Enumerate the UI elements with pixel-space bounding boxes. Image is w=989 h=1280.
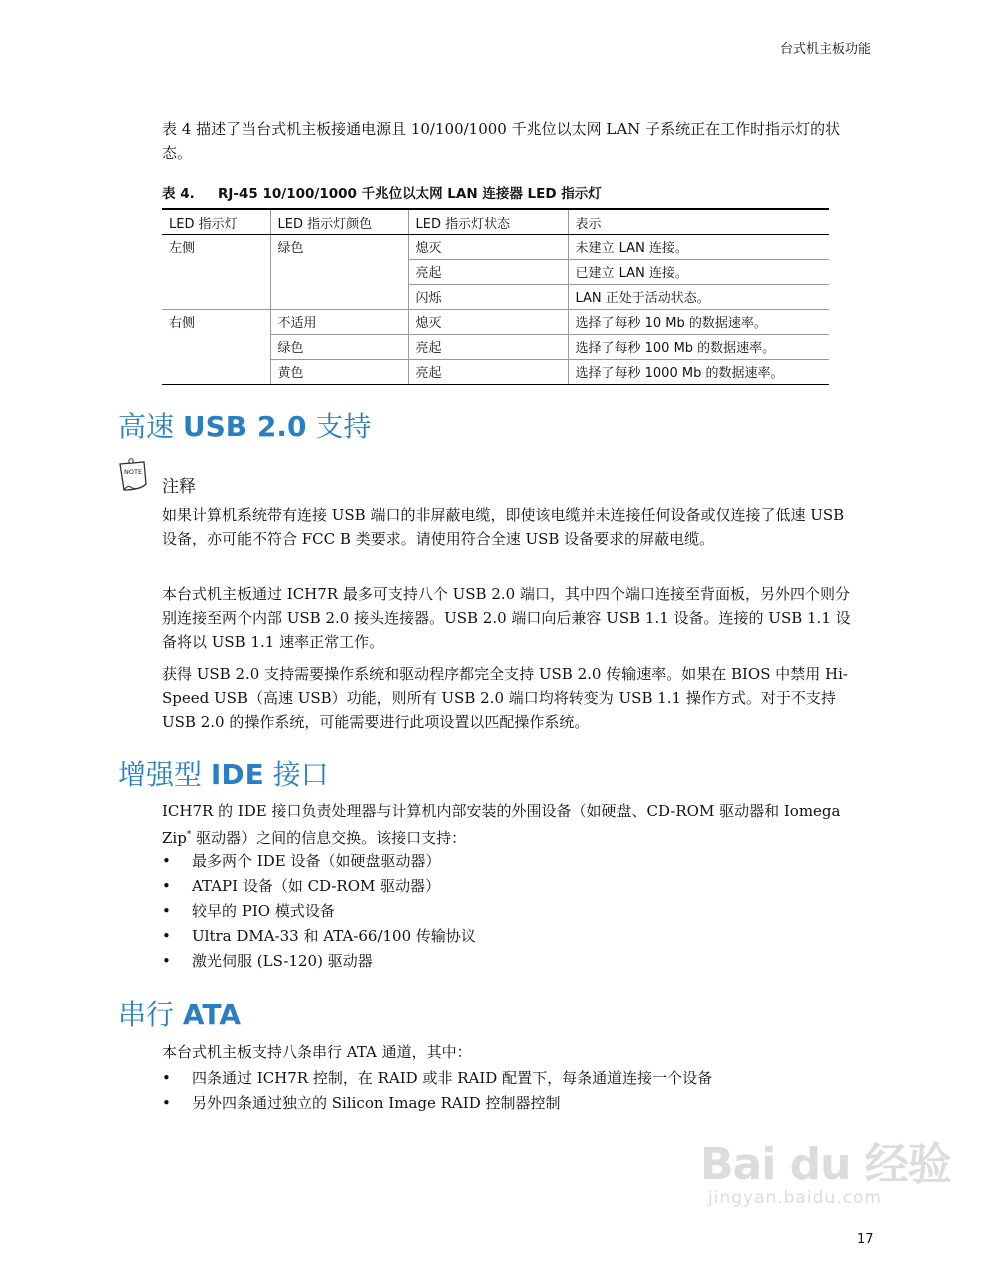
- heading-text: ATA: [182, 998, 241, 1031]
- ide-intro-text: 驱动器）之间的信息交换。该接口支持：: [191, 829, 467, 847]
- ide-intro-text: ICH7R 的 IDE 接口负责处理器与计算机内部安装的外围设备（如硬盘、CD-ROM 驱动器和 Iomega Zip: [162, 802, 841, 847]
- list-item: • ATAPI 设备（如 CD-ROM 驱动器）: [162, 874, 476, 899]
- watermark-logo-text: Bai du 经验: [700, 1139, 951, 1190]
- table-cell: [162, 285, 270, 310]
- list-item: • 另外四条通过独立的 Silicon Image RAID 控制器控制: [162, 1091, 712, 1116]
- table-cell: 亮起: [408, 260, 568, 285]
- table-cell: 亮起: [408, 335, 568, 360]
- table-cell: 左侧: [169, 241, 196, 256]
- heading-text: 增强型: [118, 758, 211, 791]
- heading-text: 高速: [118, 410, 183, 443]
- table-cell: 闪烁: [408, 285, 568, 310]
- table-caption-title: RJ-45 10/100/1000 千兆位以太网 LAN 连接器 LED 指示灯: [218, 186, 602, 202]
- table-caption: [162, 182, 602, 202]
- table-cell: [162, 260, 270, 285]
- table-row: [162, 260, 829, 285]
- watermark-url: jingyan.baidu.com: [708, 1188, 882, 1208]
- list-item: • 激光伺服 (LS-120) 驱动器: [162, 949, 476, 974]
- note-label: 注释: [162, 477, 196, 497]
- table-cell: [162, 335, 270, 360]
- table-cell: 选择了每秒 1000 Mb 的数据速率。: [568, 360, 829, 385]
- baidu-watermark: [700, 1128, 951, 1208]
- table-cell: 亮起: [408, 360, 568, 385]
- note-icon-text: NOTE: [124, 468, 143, 476]
- table-cell: 选择了每秒 10 Mb 的数据速率。: [568, 310, 829, 335]
- note-paragraph: 如果计算机系统带有连接 USB 端口的非屏蔽电缆，即使该电缆并未连接任何设备或仅连接了低速 USB 设备，亦可能不符合 FCC B 类要求。请使用符合全速 USB 设备要求的屏蔽电缆。: [162, 506, 845, 548]
- column-header: LED 指示灯: [162, 209, 270, 235]
- usb-paragraph-1: 本台式机主板通过 ICH7R 最多可支持八个 USB 2.0 端口，其中四个端口连接至背面板，另外四个则分别连接至两个内部 USB 2.0 接头连接器。USB 2.0 端口向后兼容 USB 1.1 设备。连接的 USB 1.1 设备将以 USB 1.1 速率正常工作。: [162, 585, 851, 651]
- table-row: [162, 335, 829, 360]
- table-cell: 黄色: [270, 360, 408, 385]
- list-item: • 最多两个 IDE 设备（如硬盘驱动器）: [162, 849, 476, 874]
- list-item: • 四条通过 ICH7R 控制，在 RAID 或非 RAID 配置下，每条通道连接一个设备: [162, 1066, 712, 1091]
- sata-intro-paragraph: 本台式机主板支持八条串行 ATA 通道，其中：: [162, 1043, 472, 1061]
- running-header: 台式机主板功能: [779, 42, 871, 57]
- column-header: 表示: [568, 209, 829, 235]
- table-row: [162, 285, 829, 310]
- table-cell: 右侧: [169, 316, 196, 331]
- table-cell: 已建立 LAN 连接。: [568, 260, 829, 285]
- table-row: [162, 360, 829, 385]
- section-heading-ide: [118, 753, 329, 793]
- sata-feature-list: [162, 1066, 712, 1116]
- led-table: [162, 208, 829, 385]
- page-number: 17: [857, 1232, 874, 1247]
- column-header: LED 指示灯颜色: [270, 209, 408, 235]
- table-cell: [270, 285, 408, 310]
- table-cell: [270, 260, 408, 285]
- table-cell: 选择了每秒 100 Mb 的数据速率。: [568, 335, 829, 360]
- section-heading-usb: [118, 405, 371, 445]
- heading-text: USB 2.0: [182, 410, 307, 443]
- table-row: [162, 310, 829, 335]
- usb-paragraph-2: 获得 USB 2.0 支持需要操作系统和驱动程序都完全支持 USB 2.0 传输速率。如果在 BIOS 中禁用 Hi-Speed USB（高速 USB）功能，则所有 USB 2.0 端口均将转变为 USB 1.1 操作方式。对于不支持 USB 2.0 的操作系统，可能需要进行此项设置以匹配操作系统。: [162, 665, 848, 731]
- column-header: LED 指示灯状态: [408, 209, 568, 235]
- table-cell: 熄灭: [408, 310, 568, 335]
- ide-feature-list: [162, 849, 476, 974]
- table-header-row: [162, 209, 829, 235]
- heading-text: 支持: [306, 410, 372, 443]
- table-caption-number: 表 4.: [162, 186, 195, 202]
- section-heading-sata: [118, 993, 241, 1033]
- intro-paragraph: 表 4 描述了当台式机主板接通电源且 10/100/1000 千兆位以太网 LAN 子系统正在工作时指示灯的状态。: [162, 120, 841, 162]
- heading-text: IDE: [210, 758, 264, 791]
- table-cell: 熄灭: [408, 235, 568, 260]
- ide-intro-paragraph: [162, 799, 862, 850]
- table-cell: 绿色: [270, 335, 408, 360]
- table-cell: [162, 360, 270, 385]
- footnote-mark: *: [186, 830, 192, 840]
- heading-text: 串行: [118, 998, 183, 1031]
- table-cell: 绿色: [270, 235, 408, 260]
- table-cell: 未建立 LAN 连接。: [568, 235, 829, 260]
- table-cell: LAN 正处于活动状态。: [568, 285, 829, 310]
- table-cell: 不适用: [270, 310, 408, 335]
- table-row: [162, 235, 829, 260]
- note-icon: [116, 458, 152, 494]
- list-item: • Ultra DMA-33 和 ATA-66/100 传输协议: [162, 924, 476, 949]
- heading-text: 接口: [263, 758, 329, 791]
- list-item: • 较早的 PIO 模式设备: [162, 899, 476, 924]
